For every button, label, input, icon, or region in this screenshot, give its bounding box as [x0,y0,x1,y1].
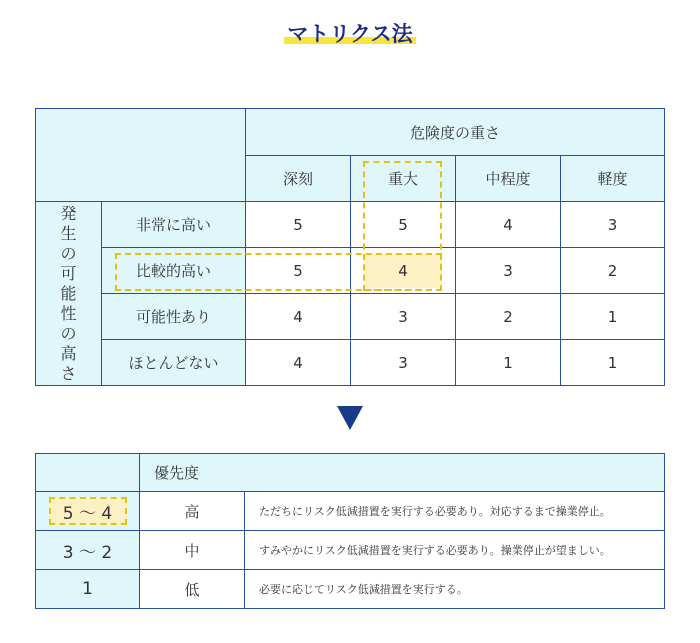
matrix-value: 3 [455,247,561,294]
likelihood-label: 非常に高い [101,201,246,248]
title-wrap [0,22,700,46]
likelihood-label: 比較的高い [101,247,246,294]
priority-level: 高 [139,491,245,531]
priority-table [36,454,665,609]
priority-range-highlighted: 5 〜 4 [49,497,127,525]
matrix-value: 3 [350,293,456,340]
matrix-value: 5 [350,201,456,248]
severity-header: 深刻 [245,155,351,202]
matrix-value: 3 [350,339,456,386]
risk-matrix [36,109,665,386]
likelihood-char: 性 [60,303,77,323]
matrix-value: 1 [560,339,665,386]
down-arrow-icon [337,406,363,430]
likelihood-label: ほとんどない [101,339,246,386]
priority-header: 優先度 [139,453,665,492]
likelihood-char: 可 [60,263,77,283]
priority-corner [35,453,140,492]
severity-group-header: 危険度の重さ [245,108,665,156]
likelihood-char: 発 [60,203,77,223]
priority-range: 3 〜 2 [35,530,140,570]
likelihood-group-header [35,201,102,386]
matrix-value: 3 [560,201,665,248]
likelihood-char: 能 [60,283,77,303]
severity-header: 重大 [350,155,456,202]
likelihood-char: 生 [60,223,77,243]
matrix-value: 1 [560,293,665,340]
matrix-value [350,247,456,294]
page-title: マトリクス法 [284,22,415,46]
matrix-value: 4 [245,293,351,340]
likelihood-label: 可能性あり [101,293,246,340]
likelihood-char: の [60,243,77,263]
matrix-value: 2 [560,247,665,294]
matrix-value: 5 [245,247,351,294]
likelihood-char: の [60,323,77,343]
severity-header: 中程度 [455,155,561,202]
matrix-value: 1 [455,339,561,386]
priority-action: ただちにリスク低減措置を実行する必要あり。対応するまで操業停止。 [244,491,665,531]
matrix-corner [35,108,246,202]
matrix-value: 4 [245,339,351,386]
priority-range-cell [35,491,140,531]
priority-action: すみやかにリスク低減措置を実行する必要あり。操業停止が望ましい。 [244,530,665,570]
priority-level: 中 [139,530,245,570]
likelihood-char: 高 [60,343,77,363]
likelihood-char: さ [60,363,77,383]
matrix-value: 2 [455,293,561,340]
priority-range: 1 [35,569,140,609]
matrix-value: 4 [455,201,561,248]
matrix-value: 5 [245,201,351,248]
priority-level: 低 [139,569,245,609]
priority-action: 必要に応じてリスク低減措置を実行する。 [244,569,665,609]
severity-header: 軽度 [560,155,665,202]
highlighted-value: 4 [364,254,442,288]
